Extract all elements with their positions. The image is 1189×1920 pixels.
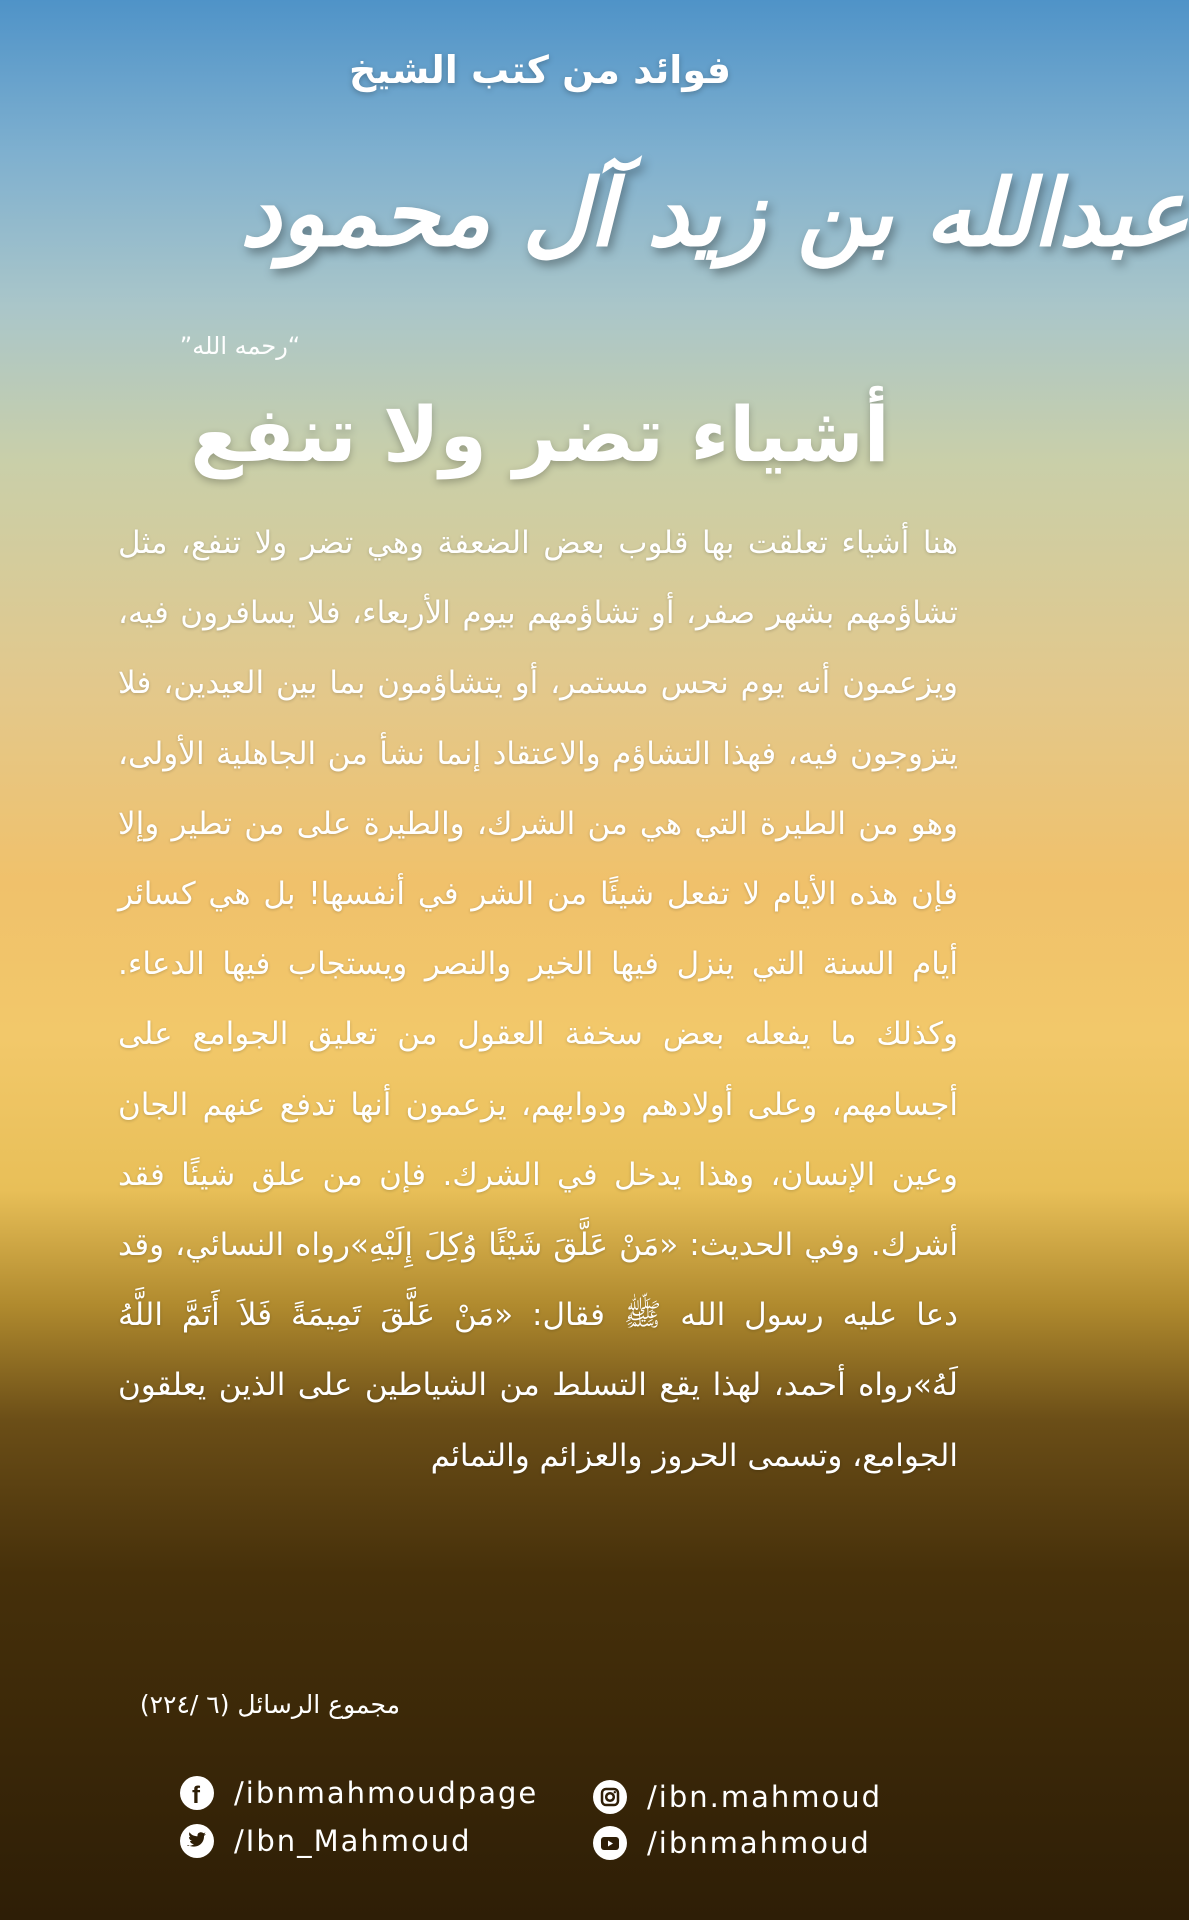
citation-source: مجموع الرسائل (٦ /٢٢٤) bbox=[139, 1690, 400, 1719]
instagram-icon bbox=[593, 1780, 627, 1814]
honorific-label: ”رحمه الله“ bbox=[179, 332, 301, 360]
page-title: أشياء تضر ولا تنفع bbox=[190, 390, 890, 479]
body-paragraph: هنا أشياء تعلقت بها قلوب بعض الضعفة وهي تضر ولا تنفع، مثل تشاؤمهم بشهر صفر، أو تشاؤمهم بيوم الأربعاء، فلا يسافرون فيه، ويزعمون أنه يوم نحس مستمر، أو يتشاؤمون بما بين العيدين، فلا يتزوجون فيه، فهذا التشاؤم والاعتقاد إنما نشأ من الجاهلية الأولى، وهو من الطيرة التي هي من الشرك، والطيرة على من تطير وإلا فإن هذه الأيام لا تفعل شيئًا من الشر في أنفسها! بل هي كسائر أيام السنة التي ينزل فيها الخير والنصر ويستجاب فيها الدعاء. وكذلك ما يفعله بعض سخفة العقول من تعليق الجوامع على أجسامهم، وعلى أولادهم ودوابهم، يزعمون أنها تدفع عنهم الجان وعين الإنسان، وهذا يدخل في الشرك. فإن من علق شيئًا فقد أشرك. وفي الحديث: «مَنْ عَلَّقَ شَيْئًا وُكِلَ إِلَيْهِ»رواه النسائي، وقد دعا عليه رسول الله ﷺ فقال: «مَنْ عَلَّقَ تَمِيمَةً فَلاَ أَتَمَّ اللَّهُ لَهُ»رواه أحمد، لهذا يقع التسلط من الشياطين على الذين يعلقون الجوامع، وتسمى الحروز والعزائم والتمائم bbox=[118, 525, 958, 1474]
twitter-link[interactable] bbox=[180, 1824, 472, 1858]
svg-text:f: f bbox=[192, 1782, 202, 1809]
instagram-handle: /ibn.mahmoud bbox=[647, 1780, 883, 1814]
youtube-handle: /ibnmahmoud bbox=[647, 1826, 871, 1860]
author-calligraphy: عبدالله بن زيد آل محمود bbox=[240, 159, 1189, 267]
facebook-handle: /ibnmahmoudpage bbox=[234, 1776, 539, 1810]
twitter-icon bbox=[180, 1824, 214, 1858]
twitter-handle: /Ibn_Mahmoud bbox=[234, 1824, 472, 1858]
facebook-link[interactable] bbox=[180, 1776, 538, 1810]
youtube-link[interactable] bbox=[593, 1826, 871, 1860]
header-subtitle: فوائد من كتب الشيخ bbox=[348, 48, 732, 92]
youtube-icon bbox=[593, 1826, 627, 1860]
facebook-icon bbox=[180, 1776, 214, 1810]
instagram-link[interactable] bbox=[593, 1780, 882, 1814]
